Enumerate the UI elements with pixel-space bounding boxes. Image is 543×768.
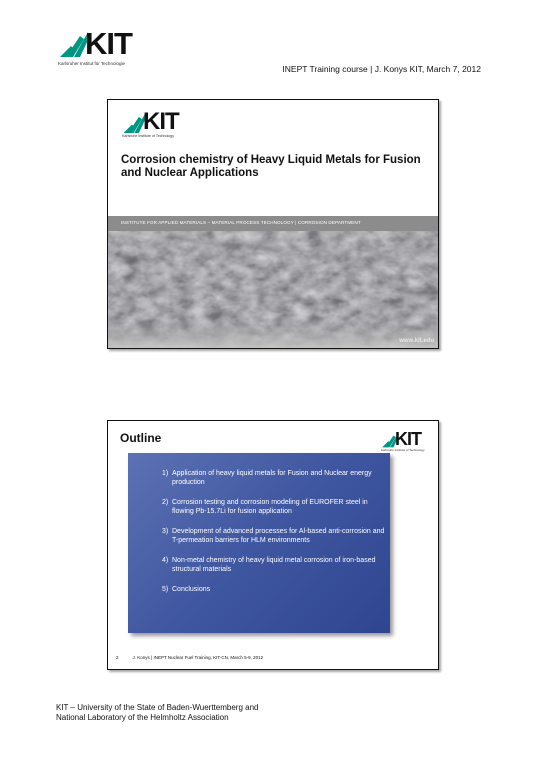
outline-item — [162, 556, 387, 574]
slide-title-text: Corrosion chemistry of Heavy Liquid Metals for Fusion and Nuclear Applications — [121, 154, 421, 179]
outline-item-text: Non-metal chemistry of heavy liquid metal corrosion of iron-based structural materials — [172, 557, 376, 573]
slide-footer-text: J. Konys | INEPT Nuclear Fuel Training, KIT-CN, March 5-9, 2012 — [132, 655, 264, 660]
kit-logo-text: KIT — [395, 429, 421, 449]
page-footer-line-1: KIT – University of the State of Baden-Wuerttemberg and — [56, 703, 259, 712]
kit-logo — [58, 26, 138, 72]
kit-logo-text: KIT — [85, 26, 132, 61]
outline-item-text: Corrosion testing and corrosion modeling of EUROFER steel in flowing Pb-15.7Li for fusion application — [172, 499, 368, 515]
institute-band-text: INSTITUTE FOR APPLIED MATERIALS – MATERIAL PROCESS TECHNOLOGY | CORROSION DEPARTMENT — [121, 220, 361, 225]
outline-item-text: Development of advanced processes for Al-based anti-corrosion and T-permeation barriers for HLM environments — [172, 528, 385, 544]
slide-title — [107, 99, 439, 349]
slide-outline-title: Outline — [120, 431, 162, 445]
kit-logo-text: KIT — [143, 108, 179, 135]
micrograph-image — [108, 231, 438, 348]
kit-logo-mark-icon — [58, 30, 88, 58]
kit-logo-subtitle: Karlsruher Institut für Technologie — [58, 61, 125, 66]
outline-list — [162, 469, 387, 605]
kit-logo-subtitle: Karlsruhe Institute of Technology — [381, 448, 425, 452]
outline-item-number: 2) — [162, 499, 169, 506]
slide-page-number: 2 — [116, 655, 119, 660]
kit-logo-mark-icon — [122, 112, 145, 134]
slide-url: www.kit.edu — [399, 338, 434, 344]
slide-footer — [116, 655, 263, 660]
outline-item — [162, 469, 387, 487]
outline-item-text: Conclusions — [172, 586, 211, 593]
outline-item-text: Application of heavy liquid metals for Fusion and Nuclear energy production — [172, 470, 372, 486]
outline-item — [162, 527, 387, 545]
slide-outline — [107, 420, 439, 670]
page-header: INEPT Training course | J. Konys KIT, March 7, 2012 — [282, 64, 481, 74]
slide-kit-logo — [122, 110, 192, 144]
page-footer-line-2: National Laboratory of the Helmholtz Association — [56, 713, 229, 722]
outline-item-number: 4) — [162, 557, 169, 564]
outline-item-number: 1) — [162, 470, 169, 477]
outline-item-number: 5) — [162, 586, 169, 593]
outline-item — [162, 585, 387, 594]
outline-item-number: 3) — [162, 528, 169, 535]
institute-band — [108, 216, 438, 231]
outline-box — [128, 453, 390, 633]
kit-logo-subtitle: Karlsruhe Institute of Technology — [122, 134, 175, 138]
outline-item — [162, 498, 387, 516]
page-footer — [56, 703, 258, 723]
